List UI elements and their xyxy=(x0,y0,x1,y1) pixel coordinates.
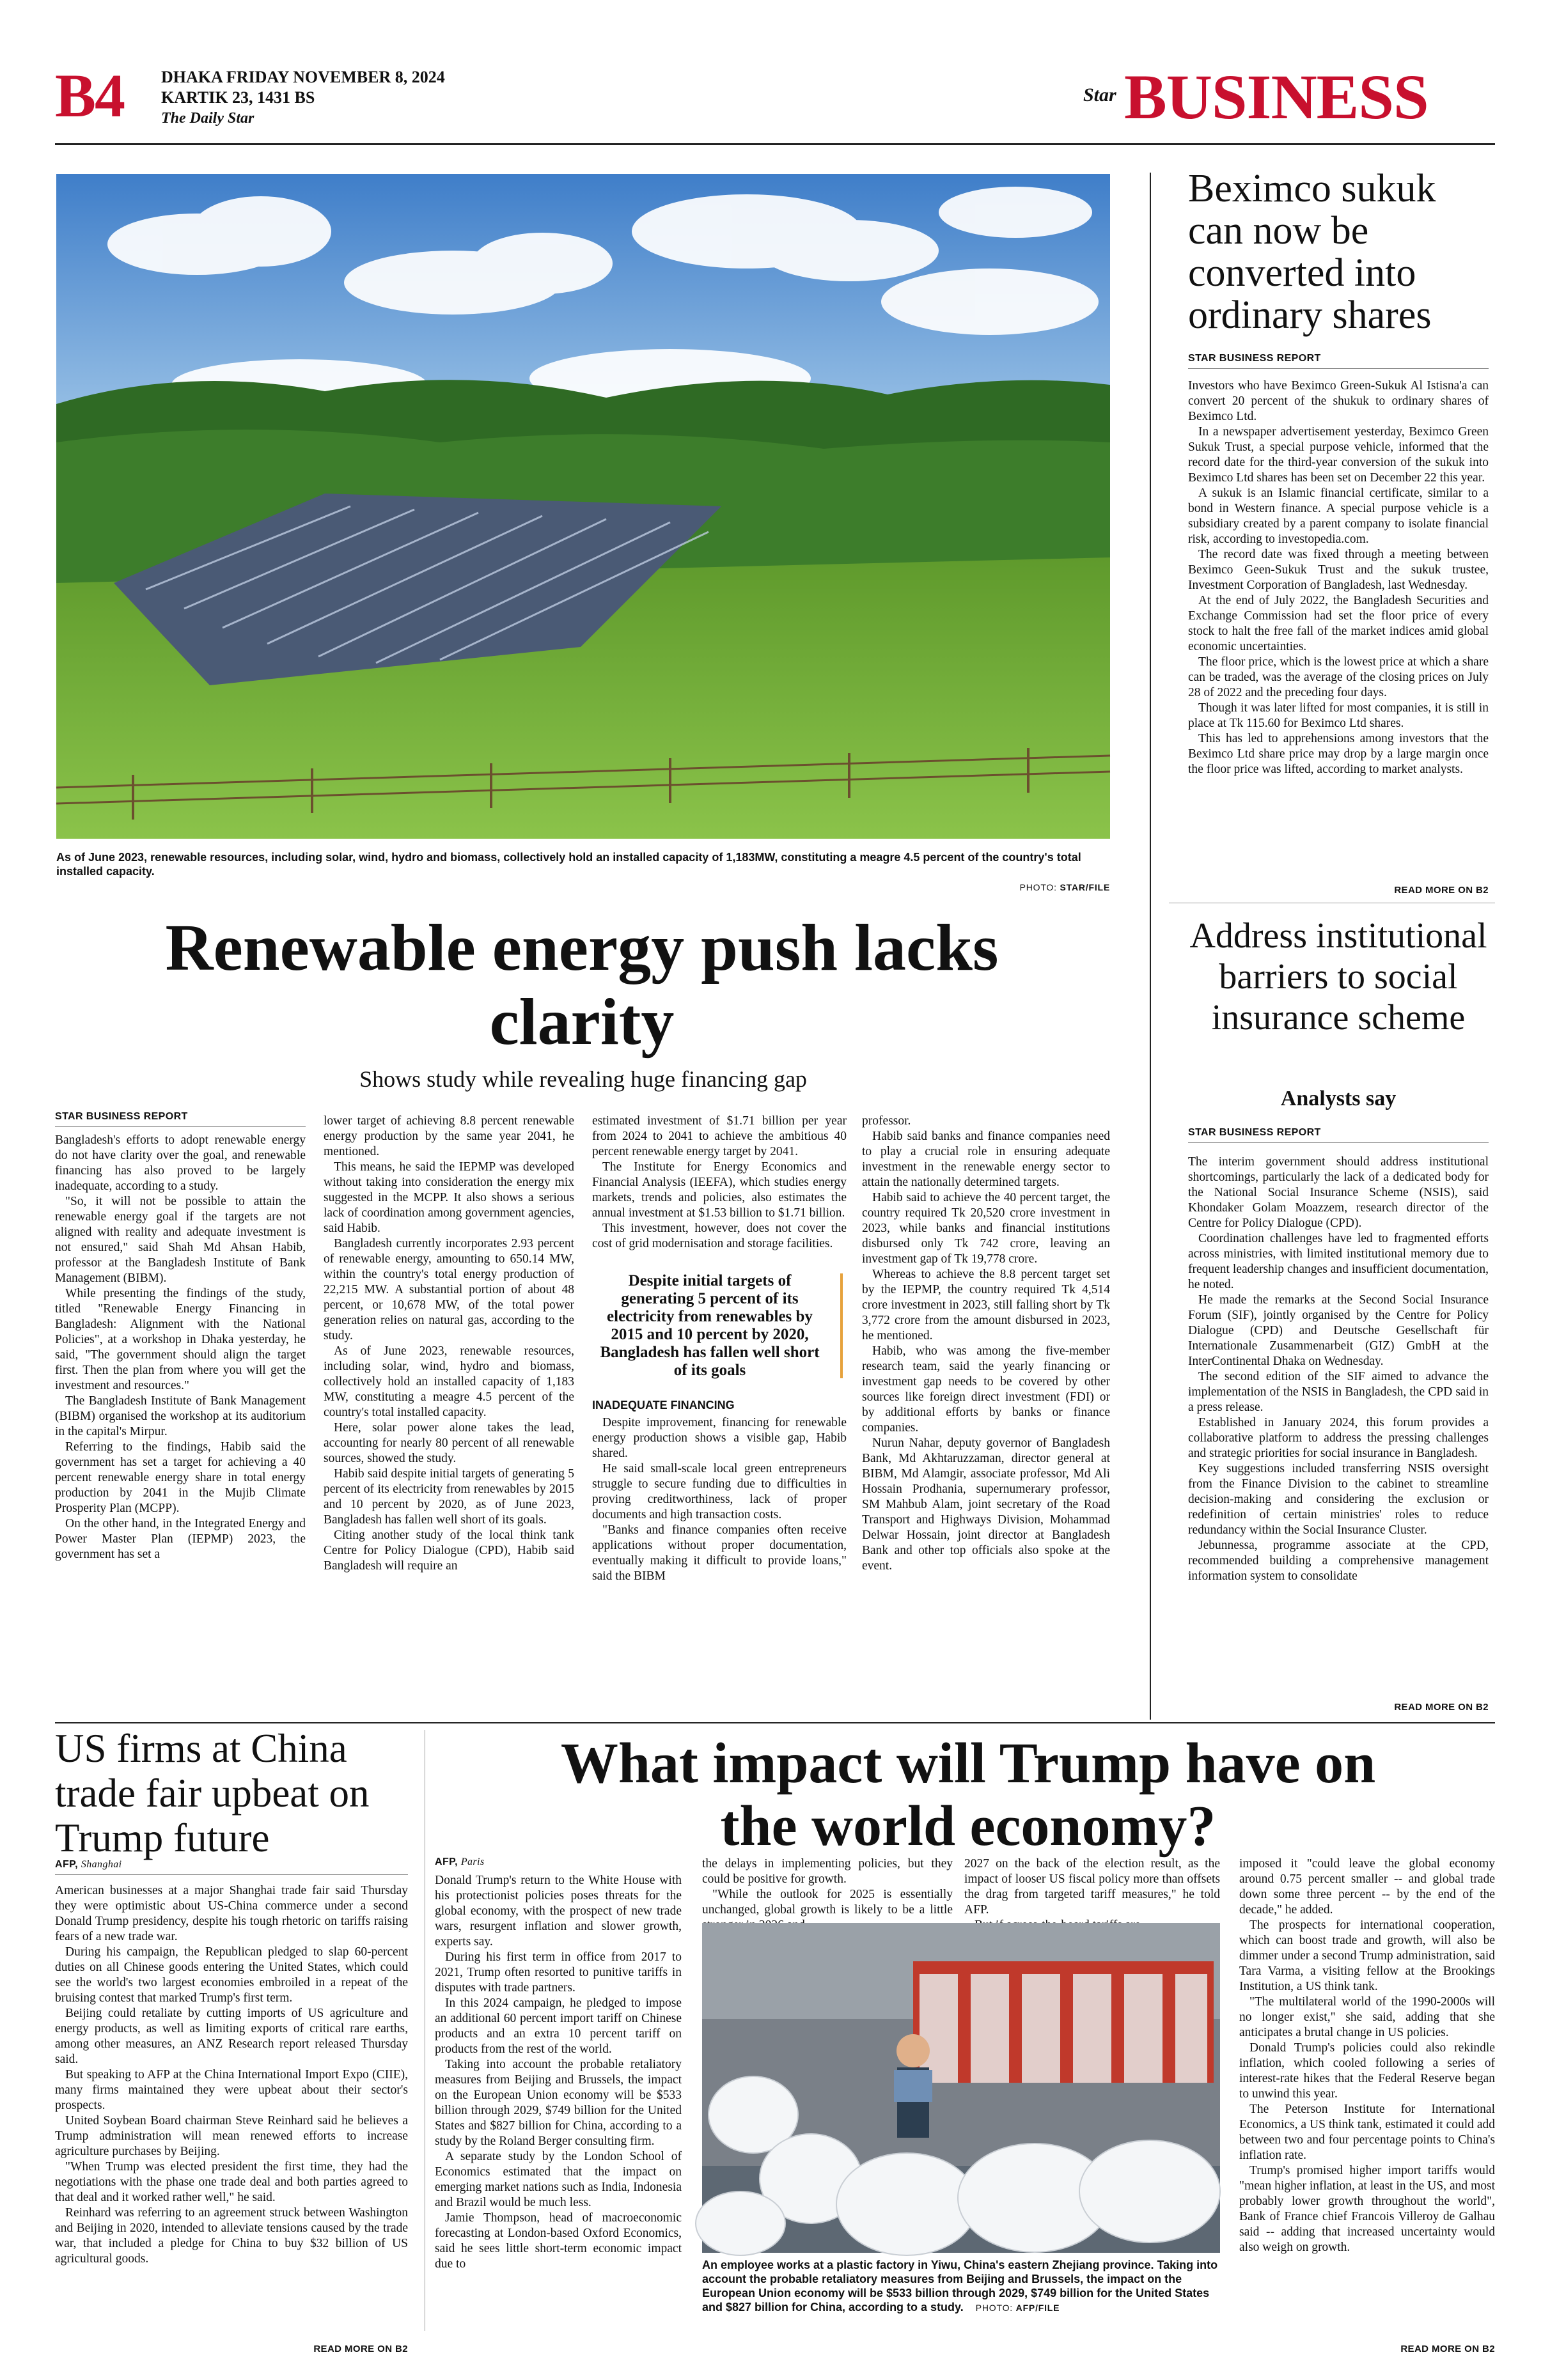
inadequate-financing-subhead: INADEQUATE FINANCING xyxy=(592,1399,735,1412)
trump-headline: What impact will Trump have on the world economy? xyxy=(560,1732,1376,1858)
china-fair-read-more[interactable]: READ MORE ON B2 xyxy=(313,2344,408,2354)
beximco-read-more[interactable]: READ MORE ON B2 xyxy=(1394,885,1489,896)
pull-quote-text: Despite initial targets of generating 5 percent of its electricity from renewables by 2015 and 10 percent by 2020, Bangladesh has fallen well short of its goals xyxy=(600,1272,820,1379)
paragraph: Investors who have Beximco Green-Sukuk Al Istisna'a can convert 20 percent of the shukuk to ordinary shares of Beximco Ltd. xyxy=(1188,379,1489,423)
paragraph: Beijing could retaliate by cutting imports of US agriculture and energy products, as well as limiting exports of critical rare earths, among other measures, an ANZ Research report released Thursday said. xyxy=(55,2007,408,2066)
lead-column-3 xyxy=(592,1114,847,1718)
paragraph: This has led to apprehensions among investors that the Beximco Ltd share price may drop by a large margin once the floor price was lifted, according to market analysts. xyxy=(1188,732,1489,776)
trump-col4-paras xyxy=(1239,1856,1495,2255)
lead-column-2 xyxy=(324,1114,574,1718)
paragraph: professor. xyxy=(862,1114,911,1128)
paragraph: Key suggestions included transferring NSIS oversight from the Finance Division to the cabinet to streamline decision-making and considering the exclusion or redefinition of certain ministries' roles to reduce redundancy within the Social Insurance Cluster. xyxy=(1188,1462,1489,1537)
lead-col4-paras xyxy=(862,1114,1110,1574)
paragraph: This means, he said the IEPMP was developed without taking into consideration the energy mix suggested in the MCPP. It also shows a serious lack of coordination among government agencies, said Habib. xyxy=(324,1160,574,1235)
solar-farm-photo xyxy=(56,174,1110,839)
paragraph: The prospects for international cooperation, which can boost trade and growth, will also be dimmer under a second Trump administration, said Tara Varma, a visiting fellow at the Brookings Institution, a US think tank. xyxy=(1239,1918,1495,1993)
paragraph: In this 2024 campaign, he pledged to impose an additional 60 percent import tariff on Chinese products and an extra 10 percent tariff on products from the rest of the world. xyxy=(435,1996,682,2056)
paragraph: A sukuk is an Islamic financial certificate, similar to a bond in Western finance. A special purpose vehicle is a subsidiary created by a parent company to isolate financial risk, according to investopedia.com. xyxy=(1188,486,1489,546)
factory-illustration xyxy=(702,1923,1220,2253)
paragraph: At the end of July 2022, the Bangladesh Securities and Exchange Commission had set the floor price of every stock to halt the free fall of the market indices amid global economic uncertainties. xyxy=(1188,594,1489,653)
trump-col3-paras xyxy=(964,1856,1220,1933)
trump-column-4 xyxy=(1239,1856,1495,2341)
paragraph: Taking into account the probable retaliatory measures from Beijing and Brussels, the impact on the European Union economy will be $533 billion through 2029, $749 billion for the United States and $827 billion for China, according to a study by the Roland Berger consulting firm. xyxy=(435,2058,682,2148)
trump-byline xyxy=(435,1856,682,1872)
factory-credit-source: AFP/FILE xyxy=(1015,2303,1060,2313)
factory-photo-credit xyxy=(976,2303,1060,2313)
paragraph: Jamie Thompson, head of macroeconomic forecasting at London-based Oxford Economics, said he sees little short-term economic impact due to xyxy=(435,2211,682,2271)
paragraph: The interim government should address institutional shortcomings, particularly the lack of a dedicated body for the National Social Insurance Scheme (NSIS), said Khondaker Golam Moazzem, research director of the Centre for Policy Dialogue (CPD). xyxy=(1188,1155,1489,1230)
china-fair-headline: US firms at China trade fair upbeat on Trump future xyxy=(55,1726,370,1860)
paragraph: Habib, who was among the five-member research team, said the yearly financing or investment gap needs to be covered by other sources like foreign direct investment (FDI) or by additional efforts by banks or finance companies. xyxy=(862,1344,1110,1435)
paragraph: A separate study by the London School of Economics estimated that the impact on emerging market nations such as India, Indonesia and Brazil would be much less. xyxy=(435,2150,682,2209)
paragraph: Here, solar power alone takes the lead, accounting for nearly 80 percent of all renewable sources, showed the study. xyxy=(324,1421,574,1465)
social-insurance-headline: Address institutional barriers to social insurance scheme xyxy=(1189,916,1487,1038)
paragraph: American businesses at a major Shanghai trade fair said Thursday they were optimistic about US-China commerce under a second Donald Trump presidency, despite his tough rhetoric on tariffs raising fears of a new trade war. xyxy=(55,1884,408,1943)
paragraph: Habib said to achieve the 40 percent target, the country required Tk 20,520 crore investment in 2023, while banks and financial institutions disbursed only Tk 742 crore, leaving an investment gap of Tk 19,778 crore. xyxy=(862,1191,1110,1266)
paragraph: Habib said banks and finance companies need to play a crucial role in ensuring adequate investment in the renewable energy sector to attain the nationally determined targets. xyxy=(862,1130,1110,1189)
beximco-headline: Beximco sukuk can now be converted into ordinary shares xyxy=(1188,167,1436,337)
lead-col3-bottom-paras xyxy=(592,1415,847,1584)
paragraph: lower target of achieving 8.8 percent renewable energy production by the same year 2041, he mentioned. xyxy=(324,1114,574,1158)
social-insurance-read-more[interactable]: READ MORE ON B2 xyxy=(1394,1702,1489,1713)
paragraph: United Soybean Board chairman Steve Reinhard said he believes a Trump administration will mean renewed efforts to increase agriculture purchases by Beijing. xyxy=(55,2114,408,2158)
paragraph: The record date was fixed through a meeting between Beximco Geen-Sukuk Trust and the sukuk trustee, Investment Corporation of Bangladesh, last Wednesday. xyxy=(1188,548,1489,592)
paragraph: Coordination challenges have led to fragmented efforts across ministries, with limited institutional memory due to frequent leadership changes and insufficient documentation, he noted. xyxy=(1188,1232,1489,1291)
beximco-byline: STAR BUSINESS REPORT xyxy=(1188,353,1489,369)
trump-col1-paras xyxy=(435,1873,682,2272)
paragraph: Despite improvement, financing for renewable energy production shows a visible gap, Habib shared. xyxy=(592,1416,847,1460)
trump-column-3 xyxy=(964,1856,1220,1920)
paragraph: 2027 on the back of the election result, as the impact of looser US fiscal policy more than offsets the drag from targeted tariff measures," he told AFP. xyxy=(964,1857,1220,1917)
paragraph: But speaking to AFP at the China International Import Expo (CIIE), many firms maintained they were upbeat about their sector's prospects. xyxy=(55,2068,408,2112)
paragraph: Bangladesh currently incorporates 2.93 percent of renewable energy, amounting to 650.14 MW, within the country's total energy production of 22,215 MW. A substantial portion of about 48 percent, or 10,678 MW, of the total power generation relies on natural gas, according to the study. xyxy=(324,1237,574,1342)
paragraph: During his campaign, the Republican pledged to slap 60-percent duties on all Chinese goods entering the United States, which could see the world's two largest economies embroiled in a repeat of the bruising contest that marked Trump's first term. xyxy=(55,1945,408,2005)
lead-photo-caption: As of June 2023, renewable resources, including solar, wind, hydro and biomass, collectively hold an installed capacity of 1,183MW, constituting a meagre 4.5 percent of the country's total installed capacity. xyxy=(56,851,1081,878)
paragraph: In a newspaper advertisement yesterday, Beximco Green Sukuk Trust, a special purpose vehicle, informed that the record date for the third-year conversion of the sukuk into Beximco Ltd shares has been set on December 22 this year. xyxy=(1188,425,1489,485)
factory-photo-caption xyxy=(702,2258,1220,2315)
paper-name: The Daily Star xyxy=(161,110,254,127)
trump-column-1 xyxy=(435,1873,682,2360)
social-insurance-column xyxy=(1188,1155,1489,1703)
paragraph: Reinhard was referring to an agreement struck between Washington and Beijing in 2020, intended to alleviate tensions caused by the trade war, that included a pledge for China to buy $32 billion of US agricultural goods. xyxy=(55,2206,408,2266)
paragraph: imposed it "could leave the global economy around 0.75 percent smaller -- and global trade down some three percent -- by the end of the decade," he added. xyxy=(1239,1857,1495,1917)
dateline: DHAKA FRIDAY NOVEMBER 8, 2024 xyxy=(161,68,445,86)
trump-read-more[interactable]: READ MORE ON B2 xyxy=(1400,2344,1495,2354)
paragraph: The floor price, which is the lowest price at which a share can be traded, was the average of the closing prices on July 28 of 2022 and the preceding four days. xyxy=(1188,655,1489,699)
section-mark: Star xyxy=(1083,84,1116,105)
paragraph: This investment, however, does not cover the cost of grid modernisation and storage facilities. xyxy=(592,1222,847,1250)
photo-credit-label: PHOTO: xyxy=(1019,882,1057,892)
lead-headline: Renewable energy push lacks clarity xyxy=(165,911,999,1059)
factory-caption-text: An employee works at a plastic factory in Yiwu, China's eastern Zhejiang province. Taking into account the probable retaliatory measures from Beijing and Brussels, the impact on the European Union economy will be $533 billion through 2029, $749 billion for the United States and $827 billion for China, according to a study. xyxy=(702,2259,1218,2314)
paragraph: "While the outlook for 2025 is essentially unchanged, global growth is likely to be a little xyxy=(702,1888,953,1917)
paragraph: Trump's promised higher import tariffs would "mean higher inflation, at least in the US, and most probably lower growth throughout the world", Bank of France chief Francois Villeroy de Galhau said -- adding that increased uncertainty would also weigh on growth. xyxy=(1239,2164,1495,2254)
paragraph: The second edition of the SIF aimed to advance the implementation of the NSIS in Bangladesh, the CPD said in a press release. xyxy=(1188,1370,1489,1414)
social-insurance-paras xyxy=(1188,1155,1489,1584)
paragraph: He made the remarks at the Second Social Insurance Forum (SIF), jointly organised by the Centre for Policy Dialogue (CPD) and Deutsche Gesellschaft für Internationale Zusammenarbeit (GIZ) GmbH at the InterContinental Dhaka on Wednesday. xyxy=(1188,1293,1489,1368)
paragraph: The Bangladesh Institute of Bank Management (BIBM) organised the workshop at its auditorium in the capital's Mirpur. xyxy=(55,1394,306,1438)
lead-photo-credit xyxy=(989,882,1110,892)
bangla-date: KARTIK 23, 1431 BS xyxy=(161,88,315,107)
paragraph: While presenting the findings of the study, titled "Renewable Energy Financing in Bangladesh: Alignment with the National Policies", at a workshop in Dhaka yesterday, he said, "The government should align the target first. Then the plan from where you will get the investment and resources." xyxy=(55,1287,306,1392)
right-rail-rule xyxy=(1150,173,1151,1720)
paragraph: Whereas to achieve the 8.8 percent target set by the IEPMP, the country required Tk 4,514 crore investment in 2023, still falling short by Tk 3,772 crore from the amount disbursed in 2023, he mentioned. xyxy=(862,1268,1110,1342)
paragraph: Nurun Nahar, deputy governor of Bangladesh Bank, Md Akhtaruzzaman, director general at BIBM, Md Alamgir, associate professor, Md Ali Hossain Prodhania, supernumerary professor, SM Mahbub Alam, joint secretary of the Road Transport and Highways Division, Mohammad Delwar Hossain, joint director at Bangladesh Bank and other top officials also spoke at the event. xyxy=(862,1436,1110,1573)
paragraph: Donald Trump's policies could also rekindle inflation, which cooled following a series of interest-rate hikes that the Federal Reserve began to unwind this year. xyxy=(1239,2041,1495,2101)
china-fair-paras xyxy=(55,1883,408,2267)
beximco-column xyxy=(1188,378,1489,883)
pull-quote xyxy=(592,1272,847,1380)
paragraph: "Banks and finance companies often receive applications without proper documentation, eventually making it difficult to provide loans," said the BIBM xyxy=(592,1523,847,1583)
social-insurance-byline: STAR BUSINESS REPORT xyxy=(1188,1127,1489,1143)
china-fair-byline-agency: AFP, xyxy=(55,1859,78,1870)
factory-photo xyxy=(702,1923,1220,2253)
paragraph: During his first term in office from 2017 to 2021, Trump often resorted to punitive tariffs in disputes with trade partners. xyxy=(435,1950,682,1995)
social-insurance-kicker: Analysts say xyxy=(1280,1087,1397,1110)
lead-byline: STAR BUSINESS REPORT xyxy=(55,1111,306,1127)
solar-farm-illustration xyxy=(56,174,1110,839)
paragraph: On the other hand, in the Integrated Energy and Power Master Plan (IEPMP) 2023, the government has set a xyxy=(55,1517,306,1561)
lower-section-rule xyxy=(55,1722,1495,1723)
paragraph: Established in January 2024, this forum provides a collaborative platform to address the pressing challenges and strategic priorities for social insurance in Bangladesh. xyxy=(1188,1416,1489,1460)
paragraph: The Peterson Institute for International Economics, a US think tank, estimated it could add between two and four percentage points to China's inflation rate. xyxy=(1239,2103,1495,2162)
paragraph: As of June 2023, renewable resources, including solar, wind, hydro and biomass, collectively hold an installed capacity of 1,183 MW, constituting a meagre 4.5 percent of the country's total installed capacity. xyxy=(324,1344,574,1419)
page-number: B4 xyxy=(55,61,125,130)
china-fair-byline xyxy=(55,1859,408,1875)
paragraph: Citing another study of the local think tank Centre for Policy Dialogue (CPD), Habib said Bangladesh will require an xyxy=(324,1528,574,1573)
factory-credit-label: PHOTO: xyxy=(975,2303,1013,2313)
paragraph: Habib said despite initial targets of generating 5 percent of its electricity from renewables by 2015 and 10 percent by 2020, as of June 2023, Bangladesh has fallen well short of its goals. xyxy=(324,1467,574,1527)
trump-byline-agency: AFP, xyxy=(435,1856,458,1867)
paragraph: "So, it will not be possible to attain the renewable energy goal if the targets are not aligned with reality and adequate investment is not ensured," said Shah Md Ahsan Habib, professor at the Bangladesh Institute of Bank Management (BIBM). xyxy=(55,1195,306,1285)
china-fair-column xyxy=(55,1883,408,2344)
section-title: BUSINESS xyxy=(1124,61,1429,132)
paragraph: "The multilateral world of the 1990-2000s will no longer exist," she said, adding that she anticipates a brutal change in US policies. xyxy=(1239,1995,1495,2039)
paragraph: Referring to the findings, Habib said the government has set a target for achieving a 40 percent renewable energy share in total energy production by 2041 in the Mujib Climate Prosperity Plan (MCPP). xyxy=(55,1440,306,1515)
photo-credit-source: STAR/FILE xyxy=(1060,882,1110,892)
paragraph: "When Trump was elected president the first time, they had the negotiations with the phase one trade deal and both parties agreed to that deal and it worked rather well," he said. xyxy=(55,2160,408,2204)
lead-col2-paras xyxy=(324,1114,574,1574)
masthead-rule xyxy=(55,143,1495,145)
trump-col2-paras xyxy=(702,1856,953,1933)
lead-subheadline: Shows study while revealing huge financing gap xyxy=(359,1066,807,1092)
paragraph: He said small-scale local green entrepreneurs struggle to secure funding due to difficulties in proving creditworthiness, lack of proper documents and high transaction costs. xyxy=(592,1462,847,1521)
china-fair-byline-city: Shanghai xyxy=(81,1859,122,1870)
lead-col3-top-paras xyxy=(592,1114,847,1252)
paragraph: the delays in implementing policies, but they could be positive for growth. xyxy=(702,1857,953,1886)
paragraph: Bangladesh's efforts to adopt renewable energy do not have clarity over the goal, and renewable financing has also proved to be largely inadequate, according to a study. xyxy=(55,1133,306,1193)
paragraph: The Institute for Energy Economics and Financial Analysis (IEEFA), which studies energy markets, trends and policies, also estimates the annual investment at $1.53 billion to $1.71 billion. xyxy=(592,1160,847,1220)
trump-byline-city: Paris xyxy=(460,1856,485,1867)
paragraph: Donald Trump's return to the White House with his protectionist policies poses threats for the global economy, with the prospect of new trade wars, resurgent inflation and slower growth, experts say. xyxy=(435,1874,682,1948)
lead-column-4 xyxy=(862,1114,1110,1718)
beximco-paras xyxy=(1188,378,1489,777)
pull-quote-rule xyxy=(840,1273,843,1378)
paragraph: Though it was later lifted for most companies, it is still in place at Tk 115.60 for Beximco Ltd shares. xyxy=(1188,701,1489,730)
paragraph: estimated investment of $1.71 billion per year from 2024 to 2041 to achieve the ambitious 40 percent renewable energy target by 2041. xyxy=(592,1114,847,1158)
paragraph: Jebunnessa, programme associate at the CPD, recommended building a comprehensive management information system to consolidate xyxy=(1188,1539,1489,1583)
lead-col1-paras xyxy=(55,1133,306,1562)
lead-column-1 xyxy=(55,1133,306,1718)
trump-column-2 xyxy=(702,1856,953,1920)
masthead xyxy=(55,56,1495,165)
